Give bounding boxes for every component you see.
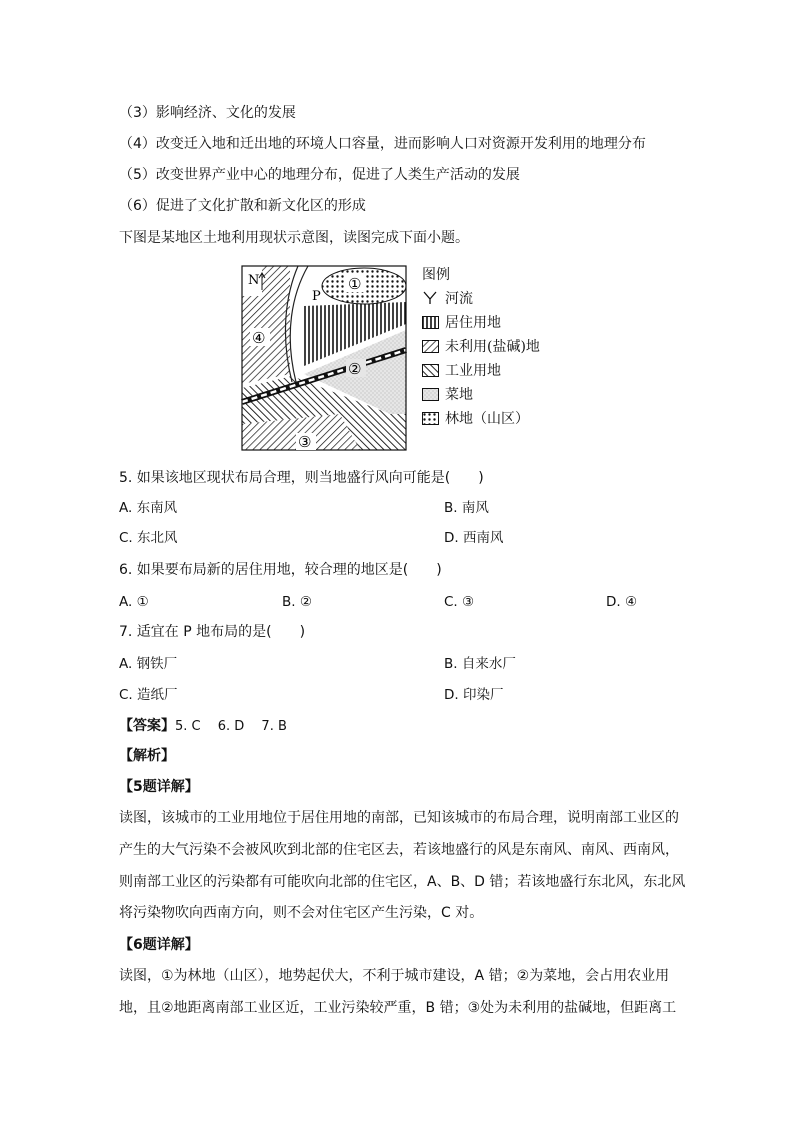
vertical-hatch-icon	[422, 316, 439, 329]
intro-item-6: （6）促进了文化扩散和新文化区的形成	[119, 198, 366, 214]
legend-title: 图例	[422, 267, 450, 283]
q5-option-c: C. 东北风	[119, 530, 178, 546]
detail-5-label: 【5题详解】	[119, 779, 199, 795]
detail-5-line: 读图，该城市的工业用地位于居住用地的南部，已知该城市的布局合理，说明南部工业区的	[119, 810, 679, 826]
q5-option-a: A. 东南风	[119, 500, 178, 516]
legend-item-forest	[422, 406, 540, 430]
answer-text: 5. C 6. D 7. B	[175, 719, 287, 734]
q6-option-d: D. ④	[606, 594, 638, 610]
detail-5-line: 则南部工业区的污染都有可能吹向北部的住宅区，A、B、D 错；若该地盛行东北风，东北风	[119, 874, 686, 890]
diagonal-hatch-left-icon	[422, 340, 439, 353]
legend	[422, 264, 540, 430]
north-label: N	[248, 273, 260, 288]
legend-label: 工业用地	[445, 363, 501, 379]
legend-label: 河流	[445, 291, 473, 307]
diagonal-hatch-right-icon	[422, 364, 439, 377]
intro-item-4: （4）改变迁入地和迁出地的环境人口容量，进而影响人口对资源开发利用的地理分布	[119, 136, 646, 152]
analysis-label: 【解析】	[119, 748, 175, 764]
q7-option-b: B. 自来水厂	[444, 656, 516, 672]
legend-label: 菜地	[445, 387, 473, 403]
legend-item-vegetable	[422, 382, 540, 406]
q6-option-a: A. ①	[119, 594, 149, 610]
q7-option-d: D. 印染厂	[444, 687, 504, 703]
legend-item-industrial	[422, 358, 540, 382]
q7-option-a: A. 钢铁厂	[119, 656, 178, 672]
q6-option-c: C. ③	[444, 594, 475, 610]
legend-item-river	[422, 286, 540, 310]
legend-item-unused	[422, 334, 540, 358]
question-5-stem: 5. 如果该地区现状布局合理，则当地盛行风向可能是( )	[119, 470, 484, 486]
detail-5-line: 将污染物吹向西南方向，则不会对住宅区产生污染，C 对。	[119, 905, 484, 921]
q6-option-b: B. ②	[282, 594, 312, 610]
region-label-2: ②	[348, 360, 362, 378]
dotted-light-icon	[422, 388, 439, 401]
legend-label: 居住用地	[445, 315, 501, 331]
figure-prompt: 下图是某地区土地利用现状示意图，读图完成下面小题。	[119, 230, 469, 246]
detail-6-line: 地，且②地距离南部工业区近，工业污染较严重，B 错；③处为未利用的盐碱地，但距离工	[119, 1000, 677, 1016]
region-label-1: ①	[348, 275, 362, 293]
legend-label: 未利用(盐碱)地	[445, 339, 540, 355]
q5-option-b: B. 南风	[444, 500, 489, 516]
answer-line	[119, 716, 287, 737]
legend-label: 林地（山区）	[445, 411, 529, 427]
detail-6-line: 读图，①为林地（山区），地势起伏大，不利于城市建设，A 错；②为菜地，会占用农业用	[119, 968, 670, 984]
land-use-figure	[240, 264, 570, 456]
region-label-4: ④	[252, 329, 266, 347]
region-label-3: ③	[298, 433, 312, 451]
question-7-stem: 7. 适宜在 P 地布局的是( )	[119, 624, 306, 640]
point-label: P	[312, 289, 321, 304]
intro-item-5: （5）改变世界产业中心的地理分布，促进了人类生产活动的发展	[119, 167, 520, 183]
q5-option-d: D. 西南风	[444, 530, 504, 546]
dotted-dense-icon	[422, 412, 439, 425]
detail-5-line: 产生的大气污染不会被风吹到北部的住宅区去，若该地盛行的风是东南风、南风、西南风，	[119, 842, 679, 858]
river-icon	[422, 291, 439, 305]
legend-item-residential	[422, 310, 540, 334]
q7-option-c: C. 造纸厂	[119, 687, 178, 703]
answer-label: 【答案】	[119, 718, 175, 734]
detail-6-label: 【6题详解】	[119, 937, 199, 953]
question-6-stem: 6. 如果要布局新的居住用地，较合理的地区是( )	[119, 562, 442, 578]
intro-item-3: （3）影响经济、文化的发展	[119, 105, 296, 121]
